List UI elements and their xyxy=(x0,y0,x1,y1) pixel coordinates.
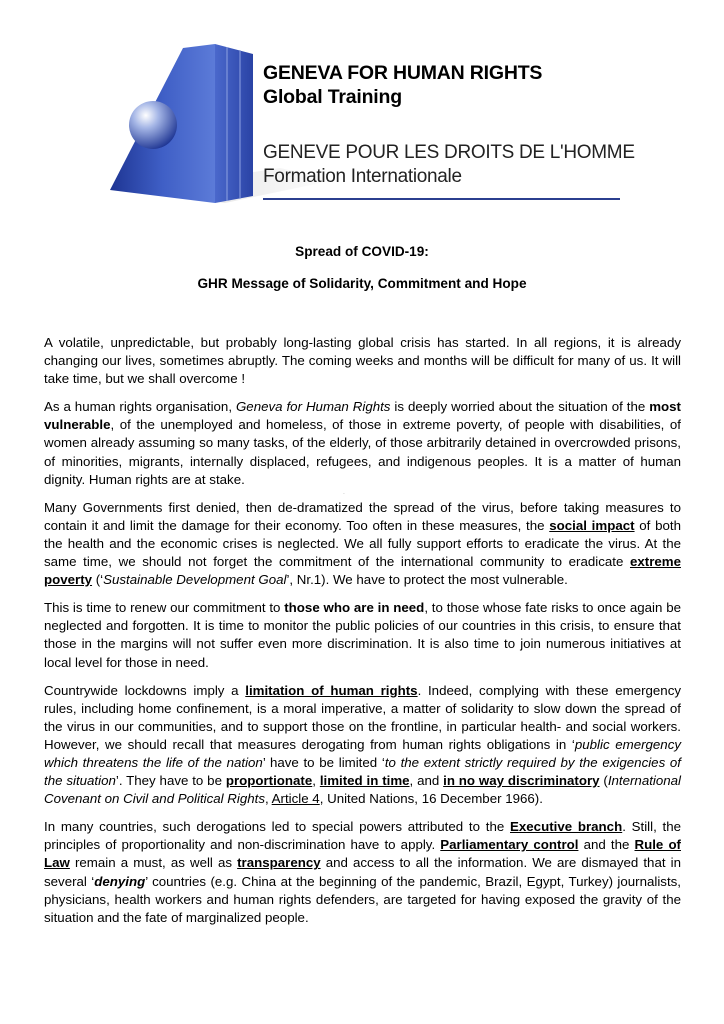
header-divider xyxy=(263,198,620,200)
article-4-link[interactable]: Article 4 xyxy=(271,791,320,807)
emphasis-proportionate: proportionate xyxy=(225,773,313,789)
faint-stamp-mark: · xyxy=(340,490,349,497)
emphasis-rule-of-law: Rule of Law xyxy=(44,837,681,871)
document-subtitle: GHR Message of Solidarity, Commitment and Hope xyxy=(197,276,527,291)
paragraph-1: A volatile, unpredictable, but probably long-lasting global crisis has started. In all regions, it is already changing our lives, sometimes abruptly. The coming weeks and months will be difficult for many of us. It will take time, but we shall overcome ! xyxy=(44,335,681,387)
document-body xyxy=(44,334,681,937)
emphasis-denying: denying xyxy=(94,873,146,889)
org-name-fr-line1: GENEVE POUR LES DROITS DE L'HOMME xyxy=(263,142,635,163)
org-name-en-line2: Global Training xyxy=(263,86,402,108)
paragraph-5: Countrywide lockdowns imply a limitation of human rights. Indeed, complying with these emergency rules, including home confinement, is a moral imperative, a matter of solidarity to slow down the spread of the virus in our communities, and to support those on the frontline, in particular health- and social workers. However, we should recall that measures derogating from human rights obligations in ‘public emergency which threatens the life of the nation’ have to be limited ‘to the extent strictly required by the exigencies of the situation’. They have to be proportionate, limited in time, and in no way discriminatory (International Covenant on Civil and Political Rights, Article 4, United Nations, 16 December 1966). xyxy=(44,682,681,807)
document-title: Spread of COVID-19: xyxy=(295,244,429,259)
paragraph-3: Many Governments first denied, then de-dramatized the spread of the virus, before taking measures to contain it and limit the damage for their economy. Too often in these measures, the social impact of both the health and the economic crises is neglected. We all fully support efforts to eradicate the virus. At the same time, we should not forget the commitment of the international community to eradicate extreme poverty (‘Sustainable Development Goal’, Nr.1). We have to protect the most vulnerable. xyxy=(44,499,681,588)
emphasis-limited-in-time: limited in time xyxy=(319,773,410,789)
paragraph-6: In many countries, such derogations led to special powers attributed to the Executive branch. Still, the principles of proportionality and non-discrimination have to apply. Parliamentary control and the Rule of Law remain a must, as well as transparency and access to all the information. We are dismayed that in several ‘denying’ countries (e.g. China at the beginning of the pandemic, Brazil, Egypt, Turkey) journalists, physicians, health workers and human rights defenders, are targeted for having exposed the gravity of the situation and the fate of marginalized people. xyxy=(44,819,682,925)
emphasis-social-impact: social impact xyxy=(549,517,635,533)
emphasis-limitation: limitation of human rights xyxy=(245,682,418,698)
emphasis-parliamentary-control: Parliamentary control xyxy=(440,837,579,853)
paragraph-2: As a human rights organisation, Geneva for Human Rights is deeply worried about the situation of the most vulnerable, of the unemployed and homeless, of those in extreme poverty, of people with disabilities, of women already assuming so many tasks, of the elderly, of those arbitrarily detained in overcrowded prisons, of minorities, migrants, internally displaced, refugees, and indigenous peoples. It is a matter of human dignity. Human rights are at stake. xyxy=(44,399,681,487)
emphasis-those-in-need: those who are in need xyxy=(284,600,425,616)
emphasis-extreme-poverty: extreme poverty xyxy=(44,554,681,588)
emphasis-transparency: transparency xyxy=(237,855,321,871)
emphasis-org-name: Geneva for Human Rights xyxy=(235,399,391,415)
org-name-en-line1: GENEVA FOR HUMAN RIGHTS xyxy=(263,62,543,84)
emphasis-non-discriminatory: in no way discriminatory xyxy=(443,773,600,789)
paragraph-4: This is time to renew our commitment to those who are in need, to those whose fate risks to once again be neglected and forgotten. It is time to monitor the public policies of our countries in this crisis, to ensure that those in the margins will not suffer even more discrimination. It is also time to join numerous initiatives at local level for those in need. xyxy=(44,600,681,670)
emphasis-most-vulnerable: most vulnerable xyxy=(44,399,681,433)
emphasis-executive-branch: Executive branch xyxy=(510,819,623,835)
org-name-fr-line2: Formation Internationale xyxy=(263,166,462,187)
